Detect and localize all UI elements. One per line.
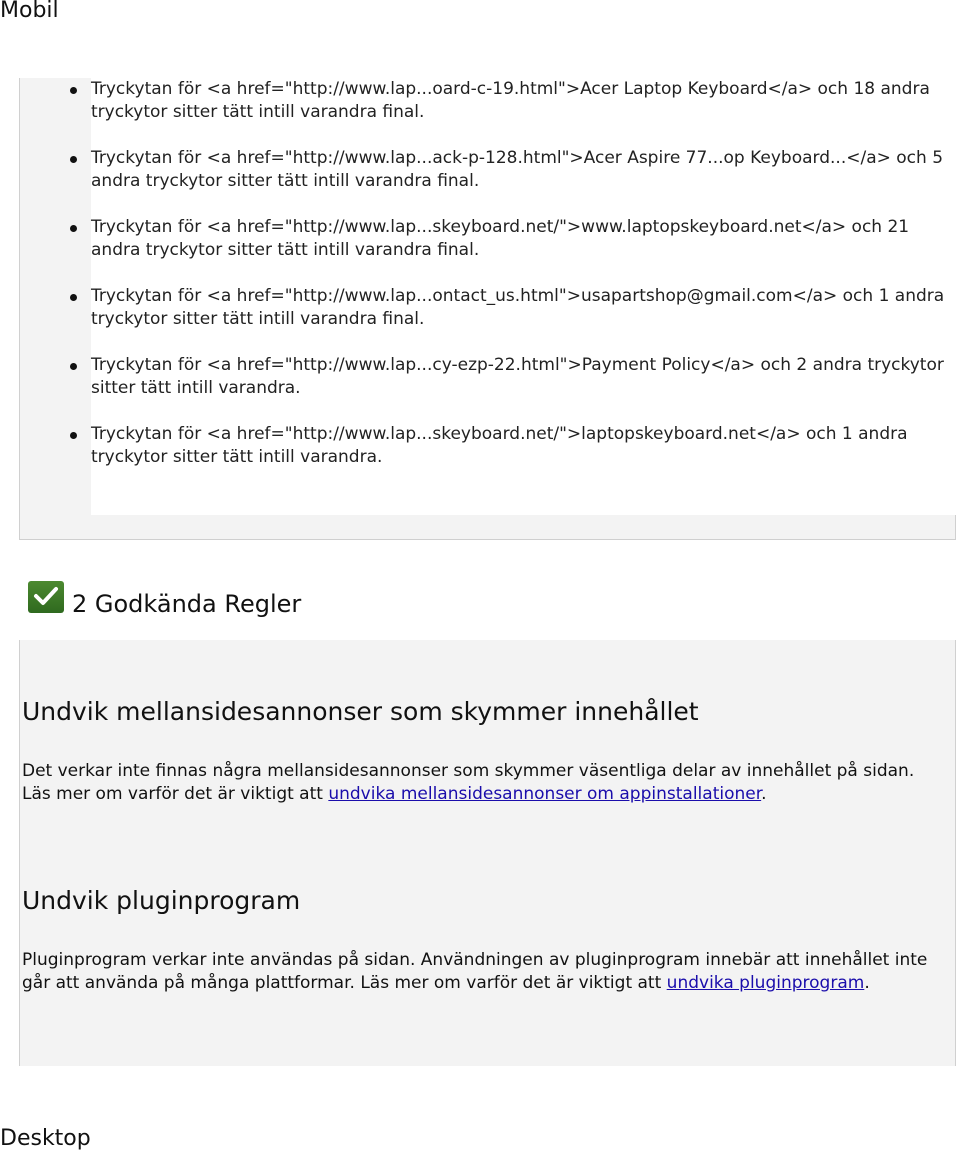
list-item-text: Tryckytan för <a href="http://www.lap...skeyboard.net/">www.laptopskeyboard.net</a> och 21 andra tryckytor sitter tätt intill varandra final. <box>91 217 910 260</box>
list-item-text: Tryckytan för <a href="http://www.lap...skeyboard.net/">laptopskeyboard.net</a> och 1 andra tryckytor sitter tätt intill varandra. <box>91 424 908 467</box>
rule-link[interactable]: undvika mellansidesannonser om appinstallationer <box>328 784 762 804</box>
rule-description <box>22 949 942 995</box>
bullet-icon <box>70 225 77 232</box>
rule-link[interactable]: undvika pluginprogram <box>666 973 865 993</box>
list-item <box>91 423 951 469</box>
list-item-text: Tryckytan för <a href="http://www.lap...oard-c-19.html">Acer Laptop Keyboard</a> och 18 andra tryckytor sitter tätt intill varandra final. <box>91 79 930 122</box>
bullet-icon <box>70 156 77 163</box>
rule-description <box>22 760 942 806</box>
list-item <box>91 354 951 400</box>
bullet-icon <box>70 363 77 370</box>
list-item <box>91 285 951 331</box>
list-item-text: Tryckytan för <a href="http://www.lap...ack-p-128.html">Acer Aspire 77...op Keyboard...</a> och 5 andra tryckytor sitter tätt intill varandra final. <box>91 148 944 191</box>
section-header-desktop: Desktop <box>0 1126 91 1151</box>
section-header-mobil: Mobil <box>0 0 59 23</box>
list-item-text: Tryckytan för <a href="http://www.lap...ontact_us.html">usapartshop@gmail.com</a> och 1 andra tryckytor sitter tätt intill varandra final. <box>91 286 945 329</box>
bullet-icon <box>70 294 77 301</box>
checkmark-icon <box>28 581 64 613</box>
rule-text-end: . <box>864 973 870 993</box>
rule-heading: Undvik pluginprogram <box>22 886 301 915</box>
bullet-icon <box>70 432 77 439</box>
list-item <box>91 147 951 193</box>
passed-rules-panel <box>19 640 956 1066</box>
bullet-icon <box>70 87 77 94</box>
tap-targets-panel <box>19 78 956 539</box>
rule-text: Pluginprogram verkar inte användas på sidan. Användningen av pluginprogram innebär att innehållet inte går att använda på många plattformar. Läs mer om varför det är viktigt att <box>22 950 928 993</box>
list-item <box>91 78 951 124</box>
list-item <box>91 216 951 262</box>
divider <box>19 539 956 540</box>
tap-targets-list-container <box>91 78 956 515</box>
rule-text: Det verkar inte finnas några mellansidesannonser som skymmer väsentliga delar av innehållet på sidan. Läs mer om varför det är viktigt att <box>22 761 915 804</box>
list-item-text: Tryckytan för <a href="http://www.lap...cy-ezp-22.html">Payment Policy</a> och 2 andra tryckytor sitter tätt intill varandra. <box>91 355 944 398</box>
rule-heading: Undvik mellansidesannonser som skymmer innehållet <box>22 697 699 726</box>
passed-rules-title: 2 Godkända Regler <box>72 590 302 618</box>
rule-text-end: . <box>761 784 767 804</box>
